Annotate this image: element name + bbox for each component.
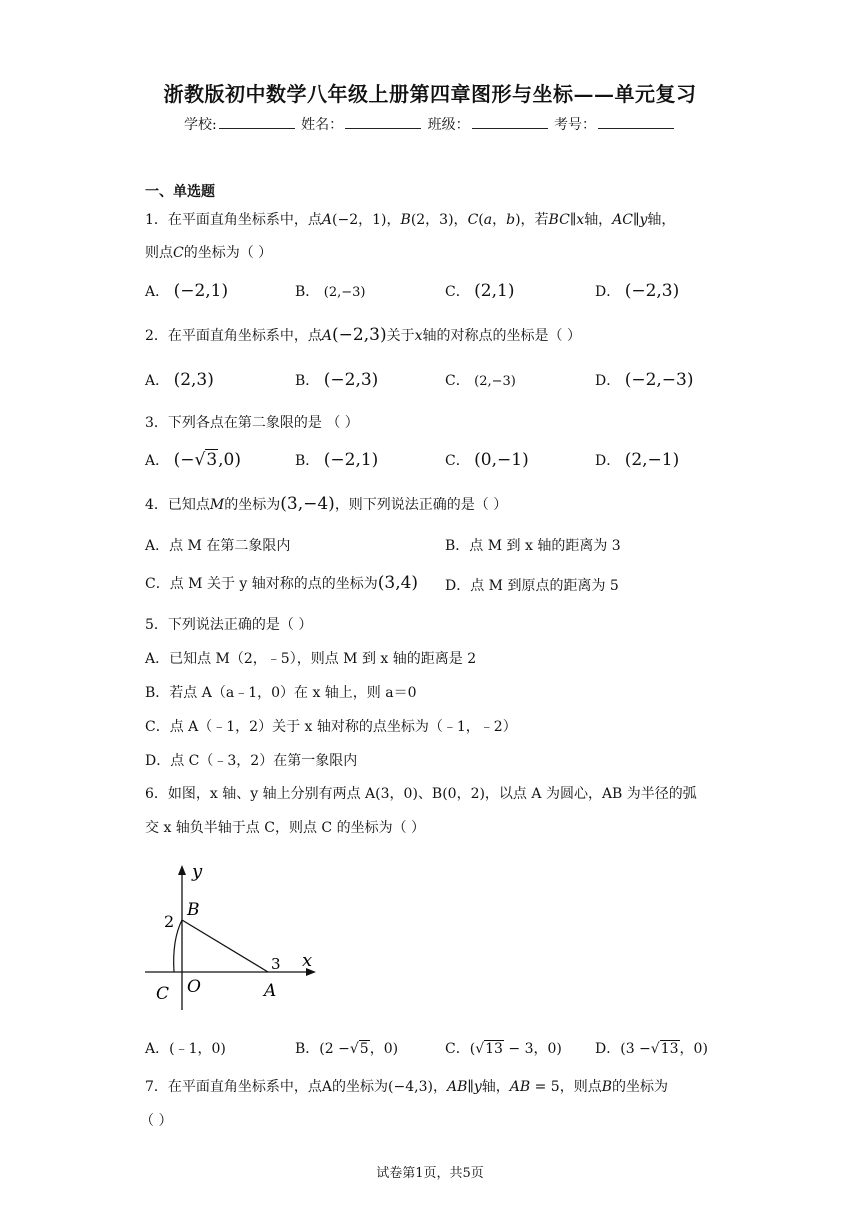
q7-stem-line1 (145, 1076, 668, 1096)
option-letter: D． (595, 373, 621, 389)
option-value-pre: (2 − (319, 1041, 350, 1057)
q5-option-a[interactable]: A．已知点 M（2，﹣5），则点 M 到 x 轴的距离是 2 (145, 651, 477, 667)
q4-coord: (3,−4) (280, 494, 335, 514)
q5-stem: 5．下列说法正确的是（ ） (145, 617, 313, 633)
tick-2: 2 (164, 912, 175, 931)
q7-point-a: A (321, 1079, 333, 1095)
label-c: C (156, 984, 170, 1004)
school-blank (219, 116, 295, 129)
option-value-post: − 3，0) (503, 1041, 562, 1057)
q1-line2-post: 的坐标为（ ） (183, 245, 273, 261)
q1-line2-pre: 则点 (145, 245, 173, 261)
option-value: (−2,1) (323, 450, 379, 470)
option-value-post: ，0) (369, 1041, 399, 1057)
q1-bc: BC (548, 212, 570, 228)
q3-a-close: ,0) (218, 450, 241, 470)
q1-parallel: ∥ (569, 212, 577, 228)
q5-option-d[interactable]: D．点 C（﹣3，2）在第一象限内 (145, 753, 358, 769)
q7-ab-2: AB (509, 1079, 531, 1095)
y-label: y (192, 861, 203, 882)
q1-c-open: ( (478, 212, 484, 228)
exam-number-blank (598, 116, 674, 129)
class-label: 班级： (427, 117, 470, 133)
q4-option-d[interactable]: D．点 M 到原点的距离为 5 (445, 578, 619, 594)
q1-ac: AC (612, 212, 634, 228)
q7-post: 的坐标为 (612, 1079, 669, 1095)
q7-ab: AB (446, 1079, 468, 1095)
q3-option-b[interactable] (295, 450, 378, 470)
label-o: O (187, 977, 201, 997)
option-value: (2,−3) (323, 285, 366, 300)
page-title: 浙教版初中数学八年级上册第四章图形与坐标——单元复习 (163, 82, 697, 106)
label-b: B (187, 900, 200, 920)
q1-comma: ， (492, 212, 507, 228)
q2-coord: (−2,3) (332, 325, 387, 345)
q1-point-c-2: C (173, 245, 184, 261)
name-blank (345, 116, 421, 129)
option-letter: A． (145, 1041, 170, 1057)
q4-post: ，则下列说法正确的是（ ） (334, 497, 508, 513)
school-label: 学校: (183, 117, 217, 133)
q2-post: 轴的对称点的坐标是（ ） (422, 328, 581, 344)
option-letter: C． (445, 453, 470, 469)
q3-stem: 3．下列各点在第二象限的是 （ ） (145, 415, 359, 431)
option-letter: D． (595, 1041, 621, 1057)
q1-a-coord: (−2，1)， (332, 212, 401, 228)
option-value: (﹣1，0) (169, 1041, 226, 1057)
option-letter: B． (295, 284, 320, 300)
name-label: 姓名： (301, 117, 344, 133)
q7-mid1: 的坐标为 (332, 1079, 389, 1095)
option-radicand: 13 (660, 1041, 679, 1057)
q4-mid: 的坐标为 (224, 497, 281, 513)
q4-point-m: M (209, 497, 225, 513)
option-value-pre: (3 − (620, 1041, 651, 1057)
q7-eq: = 5 (530, 1079, 560, 1095)
y-axis-arrow-icon (178, 865, 186, 875)
q1-option-c[interactable] (445, 281, 514, 301)
option-value: (−2,1) (173, 281, 229, 301)
q4-text: 4．已知点 (145, 497, 210, 513)
q7-coord: (−4,3) (388, 1079, 433, 1095)
option-value: (2,3) (173, 370, 214, 390)
q2-text: 2．在平面直角坐标系中，点 (145, 328, 322, 344)
q2-mid: 关于 (386, 328, 415, 344)
option-radicand: 5 (359, 1041, 369, 1057)
q6-option-a[interactable] (145, 1038, 226, 1058)
q1-axis1: 轴， (584, 212, 613, 228)
option-letter: D． (595, 284, 621, 300)
option-value: (2,−3) (474, 374, 516, 389)
q1-point-c: C (467, 212, 479, 228)
q1-stem-line2 (145, 242, 272, 262)
q4-option-c[interactable] (145, 573, 418, 593)
option-value-pre: ( (469, 1041, 476, 1057)
q6-option-b[interactable]: B．(2 −√5，0) (295, 1041, 399, 1057)
q7-mid4: ，则点 (559, 1079, 602, 1095)
q7-y: y (473, 1079, 482, 1095)
student-info-line (0, 114, 860, 134)
q7-text: 7．在平面直角坐标系中，点 (145, 1079, 322, 1095)
x-label: x (302, 950, 313, 971)
q7-mid2: ， (432, 1079, 447, 1095)
option-letter: C． (445, 284, 470, 300)
option-value: (−2,3) (323, 370, 379, 390)
option-value: (0,−1) (474, 450, 529, 470)
option-radicand: 13 (485, 1041, 503, 1057)
q3-a-radicand: 3 (206, 450, 218, 470)
q2-stem (145, 325, 581, 345)
q2-x: x (414, 328, 423, 344)
class-blank (472, 116, 548, 129)
q5-option-b[interactable]: B．若点 A（a﹣1，0）在 x 轴上，则 a＝0 (145, 685, 417, 701)
q6-stem-line2: 交 x 轴负半轴于点 C，则点 C 的坐标为（ ） (145, 820, 426, 836)
option-value: (2,−1) (624, 450, 680, 470)
label-a: A (264, 981, 277, 1001)
q2-option-a[interactable] (145, 370, 214, 390)
q1-var-b: b (506, 212, 516, 228)
exam-number-label: 考号： (554, 117, 597, 133)
q1-var-a: a (483, 212, 493, 228)
q3-option-d[interactable] (595, 450, 679, 470)
option-letter: A． (145, 373, 170, 389)
option-letter: B． (295, 373, 320, 389)
q1-option-a[interactable] (145, 281, 228, 301)
q3-a-open: (− (173, 450, 195, 470)
segment-ab (182, 920, 268, 972)
option-value: (−2,3) (624, 281, 680, 301)
q1-axis2: 轴， (647, 212, 676, 228)
q4-stem (145, 494, 507, 514)
page-footer: 试卷第1页，共5页 (376, 1166, 484, 1181)
q4-option-b[interactable]: B．点 M 到 x 轴的距离为 3 (445, 538, 621, 554)
q3-option-a[interactable] (145, 450, 241, 470)
q4-option-a[interactable]: A．点 M 在第二象限内 (145, 538, 291, 554)
q1-option-d[interactable] (595, 281, 679, 301)
option-value: (2,1) (474, 281, 515, 301)
q1-x: x (576, 212, 585, 228)
option-letter: C． (445, 373, 470, 389)
q3-option-c[interactable] (445, 450, 529, 470)
q6-option-c[interactable]: C．(√13 − 3，0) (445, 1041, 562, 1057)
q6-coordinate-figure (140, 855, 330, 1015)
q1-y: y (639, 212, 648, 228)
option-letter: C． (445, 1041, 470, 1057)
option-value: (−2,−3) (624, 370, 694, 390)
option-letter: D． (595, 453, 621, 469)
q6-stem-line1: 6．如图，x 轴、y 轴上分别有两点 A(3，0)、B(0，2)，以点 A 为圆心，AB 为半径的弧 (145, 786, 697, 802)
q7-stem-line2: （ ） (140, 1113, 173, 1129)
q7-mid3: 轴， (481, 1079, 510, 1095)
arc-bc (174, 920, 182, 972)
option-text: C．点 M 关于 y 轴对称的点的坐标为 (145, 576, 378, 592)
q1-c-close: )，若 (515, 212, 549, 228)
q5-option-c[interactable]: C．点 A（﹣1，2）关于 x 轴对称的点坐标为（﹣1，﹣2） (145, 719, 517, 735)
q1-point-b: B (400, 212, 411, 228)
q1-b-coord: (2，3)， (410, 212, 468, 228)
q1-option-b[interactable] (295, 281, 365, 301)
q6-option-d[interactable]: D．(3 −√13，0) (595, 1041, 708, 1057)
q1-stem-line1 (145, 209, 675, 229)
q7-point-b: B (601, 1079, 613, 1095)
option-coord: (3,4) (377, 573, 419, 593)
q2-option-d[interactable] (595, 370, 693, 390)
q1-parallel-2: ∥ (633, 212, 640, 228)
q7-parallel: ∥ (467, 1079, 474, 1095)
q2-option-c[interactable] (445, 370, 516, 390)
option-letter: B． (295, 453, 320, 469)
q2-point-a: A (321, 328, 333, 344)
option-letter: A． (145, 284, 170, 300)
q2-option-b[interactable] (295, 370, 378, 390)
q1-text: 1．在平面直角坐标系中，点 (145, 212, 322, 228)
option-letter: A． (145, 453, 170, 469)
option-letter: B． (295, 1041, 320, 1057)
option-value-post: ，0) (679, 1041, 708, 1057)
section-heading: 一、单选题 (145, 184, 215, 200)
option-value: (−√3,0) (173, 450, 241, 470)
q1-point-a: A (321, 212, 333, 228)
tick-3: 3 (271, 955, 281, 973)
